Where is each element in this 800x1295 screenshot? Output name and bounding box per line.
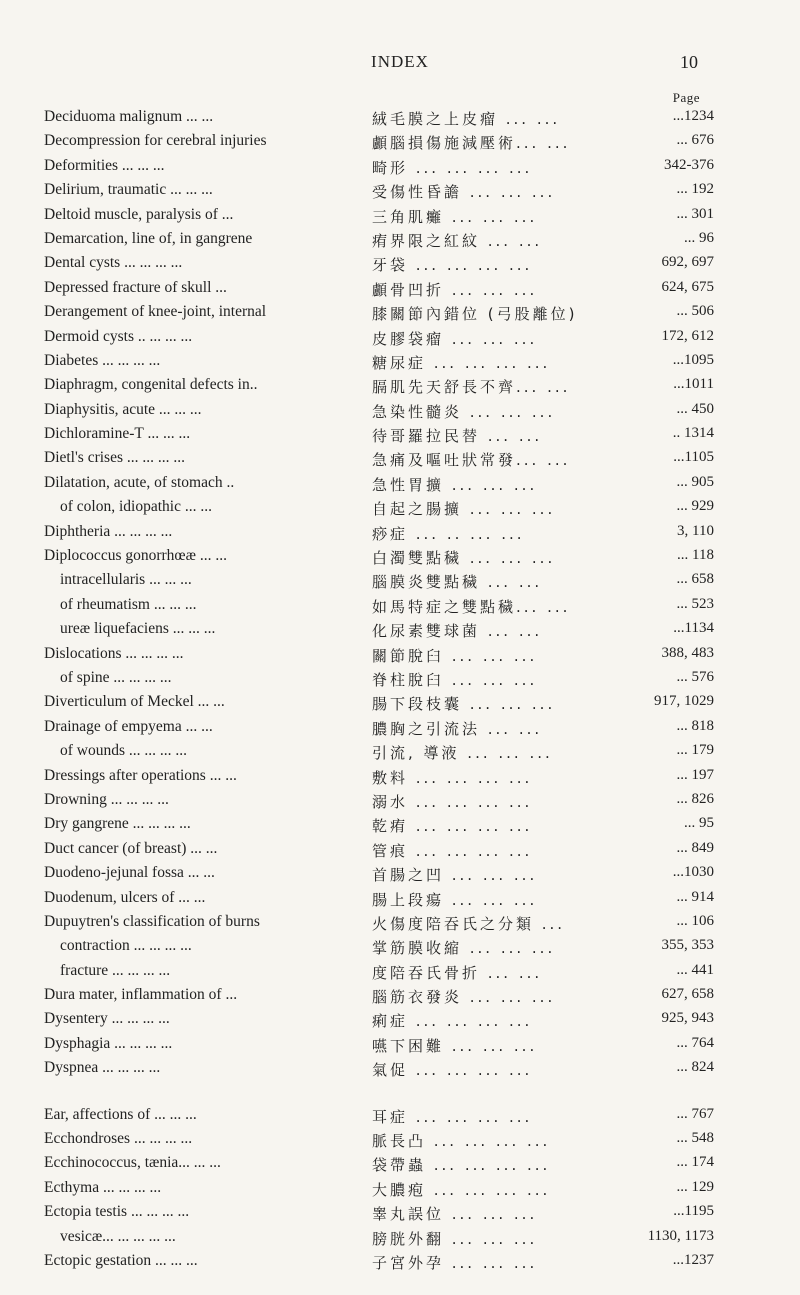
index-entry bbox=[0, 617, 800, 641]
entry-page-ref: ... 523 bbox=[676, 595, 714, 612]
entry-page-ref: 3, 110 bbox=[677, 522, 714, 539]
entry-english-term: Dupuytren's classification of burns bbox=[44, 912, 260, 930]
index-entries bbox=[0, 105, 800, 1273]
index-entry bbox=[0, 1056, 800, 1080]
index-entry bbox=[0, 666, 800, 690]
entry-chinese-term: 急痛及嘔吐狀常發... ... bbox=[372, 451, 571, 470]
entry-chinese-term: 自起之腸擴 ... ... ... bbox=[372, 500, 556, 519]
entry-english-term: Deformities ... ... ... bbox=[44, 156, 165, 174]
entry-english-term: Dry gangrene ... ... ... ... bbox=[44, 815, 191, 833]
entry-page-ref: ...1134 bbox=[673, 620, 714, 637]
entry-page-ref: ... 767 bbox=[676, 1105, 714, 1122]
entry-chinese-term: 睾丸誤位 ... ... ... bbox=[372, 1205, 538, 1224]
entry-chinese-term: 腸上段瘍 ... ... ... bbox=[372, 890, 538, 909]
entry-english-term: Dysentery ... ... ... ... bbox=[44, 1010, 170, 1028]
entry-chinese-term: 待哥羅拉民替 ... ... bbox=[372, 427, 543, 446]
index-entry bbox=[0, 910, 800, 934]
entry-english-term: of spine ... ... ... ... bbox=[60, 668, 172, 686]
entry-english-term: Dental cysts ... ... ... ... bbox=[44, 254, 183, 272]
entry-page-ref: 388, 483 bbox=[661, 644, 714, 661]
index-entry bbox=[0, 544, 800, 568]
index-entry bbox=[0, 422, 800, 446]
entry-english-term: contraction ... ... ... ... bbox=[60, 937, 192, 955]
entry-page-ref: ... 174 bbox=[676, 1154, 714, 1171]
index-entry bbox=[0, 105, 800, 129]
index-entry bbox=[0, 690, 800, 714]
entry-page-ref: ... 818 bbox=[676, 717, 714, 734]
entry-english-term: Derangement of knee-joint, internal bbox=[44, 303, 267, 321]
entry-page-ref: ... 450 bbox=[676, 400, 714, 417]
entry-english-term: Duodeno-jejunal fossa ... ... bbox=[44, 864, 215, 882]
entry-english-term: of wounds ... ... ... ... bbox=[60, 742, 188, 760]
entry-chinese-term: 皮膠袋瘤 ... ... ... bbox=[372, 329, 538, 348]
entry-english-term: Diaphragm, congenital defects in.. bbox=[44, 376, 258, 394]
entry-page-ref: 624, 675 bbox=[661, 278, 714, 295]
entry-english-term: Dressings after operations ... ... bbox=[44, 766, 237, 784]
index-entry bbox=[0, 1200, 800, 1224]
entry-page-ref: ... 95 bbox=[684, 815, 714, 832]
entry-chinese-term: 度陪吞氏骨折 ... ... bbox=[372, 963, 543, 982]
entry-english-term: Dyspnea ... ... ... ... bbox=[44, 1059, 161, 1077]
entry-english-term: Dysphagia ... ... ... ... bbox=[44, 1034, 173, 1052]
index-entry bbox=[0, 1007, 800, 1031]
index-entry bbox=[0, 886, 800, 910]
index-entry bbox=[0, 788, 800, 812]
entry-page-ref: 172, 612 bbox=[661, 327, 714, 344]
entry-chinese-term: 腦筋衣發炎 ... ... ... bbox=[372, 988, 556, 1007]
entry-page-ref: ... 849 bbox=[676, 839, 714, 856]
entry-chinese-term: 氣促 ... ... ... ... bbox=[372, 1061, 533, 1080]
entry-chinese-term: 膿胸之引流法 ... ... bbox=[372, 719, 543, 738]
entry-chinese-term: 腸下段枝囊 ... ... ... bbox=[372, 695, 556, 714]
entry-chinese-term: 三角肌癱 ... ... ... bbox=[372, 207, 538, 226]
entry-english-term: Duodenum, ulcers of ... ... bbox=[44, 888, 206, 906]
entry-chinese-term: 大膿疱 ... ... ... ... bbox=[372, 1180, 551, 1199]
entry-english-term: Ectopic gestation ... ... ... bbox=[44, 1251, 198, 1269]
entry-english-term: vesicæ... ... ... ... ... bbox=[60, 1227, 176, 1245]
entry-english-term: ureæ liquefaciens ... ... ... bbox=[60, 620, 216, 638]
index-entry bbox=[0, 1032, 800, 1056]
entry-chinese-term: 首腸之凹 ... ... ... bbox=[372, 866, 538, 885]
index-entry bbox=[0, 349, 800, 373]
entry-page-ref: ... 129 bbox=[676, 1178, 714, 1195]
entry-chinese-term: 脈長凸 ... ... ... ... bbox=[372, 1132, 551, 1151]
entry-page-ref: 1130, 1173 bbox=[647, 1227, 714, 1244]
index-entry bbox=[0, 495, 800, 519]
entry-chinese-term: 袋帶蟲 ... ... ... ... bbox=[372, 1156, 551, 1175]
entry-english-term: Dura mater, inflammation of ... bbox=[44, 986, 238, 1004]
entry-english-term: Demarcation, line of, in gangrene bbox=[44, 229, 253, 247]
entry-page-ref: ... 824 bbox=[676, 1059, 714, 1076]
index-entry bbox=[0, 276, 800, 300]
index-entry bbox=[0, 446, 800, 470]
entry-page-ref: ...1105 bbox=[673, 449, 714, 466]
index-entry bbox=[0, 520, 800, 544]
entry-english-term: Ectopia testis ... ... ... ... bbox=[44, 1203, 190, 1221]
entry-chinese-term: 膀胱外翻 ... ... ... bbox=[372, 1229, 538, 1248]
entry-chinese-term: 牙袋 ... ... ... ... bbox=[372, 256, 533, 275]
entry-chinese-term: 掌筋膜收縮 ... ... ... bbox=[372, 939, 556, 958]
index-entry bbox=[0, 568, 800, 592]
entry-chinese-term: 乾痏 ... ... ... ... bbox=[372, 817, 533, 836]
entry-page-ref: ... 676 bbox=[676, 132, 714, 149]
entry-english-term: Dislocations ... ... ... ... bbox=[44, 644, 184, 662]
entry-english-term: Decompression for cerebral injuries bbox=[44, 132, 267, 150]
entry-page-ref: ...1234 bbox=[672, 108, 714, 124]
entry-page-ref: .. 1314 bbox=[672, 425, 714, 442]
entry-page-ref: ... 441 bbox=[676, 961, 714, 978]
index-entry bbox=[0, 471, 800, 495]
index-entry bbox=[0, 934, 800, 958]
entry-english-term: of colon, idiopathic ... ... bbox=[60, 498, 212, 516]
entry-english-term: Dietl's crises ... ... ... ... bbox=[44, 449, 185, 467]
entry-chinese-term: 痢症 ... ... ... ... bbox=[372, 1012, 533, 1031]
index-entry bbox=[0, 1103, 800, 1127]
entry-chinese-term: 糖尿症 ... ... ... ... bbox=[372, 353, 551, 372]
entry-page-ref: ... 179 bbox=[676, 742, 714, 759]
index-entry bbox=[0, 983, 800, 1007]
index-entry bbox=[0, 764, 800, 788]
entry-page-ref: ... 301 bbox=[676, 205, 714, 222]
entry-page-ref: ... 658 bbox=[676, 571, 714, 588]
entry-page-ref: ...1095 bbox=[672, 351, 714, 368]
index-entry bbox=[0, 1176, 800, 1200]
entry-chinese-term: 子宮外孕 ... ... ... bbox=[372, 1253, 538, 1272]
entry-chinese-term: 脊柱脫臼 ... ... ... bbox=[372, 670, 538, 689]
entry-page-ref: 925, 943 bbox=[661, 1010, 714, 1027]
entry-chinese-term: 顱腦損傷施減壓術... ... bbox=[372, 134, 571, 153]
entry-chinese-term: 絨毛膜之上皮瘤 ... ... bbox=[372, 110, 561, 128]
index-entry bbox=[0, 154, 800, 178]
entry-page-ref: 692, 697 bbox=[661, 254, 714, 271]
index-entry bbox=[0, 715, 800, 739]
entry-chinese-term: 敷料 ... ... ... ... bbox=[372, 768, 533, 787]
index-entry bbox=[0, 837, 800, 861]
entry-english-term: Diphtheria ... ... ... ... bbox=[44, 522, 173, 540]
entry-english-term: Drowning ... ... ... ... bbox=[44, 790, 169, 808]
entry-chinese-term: 腦膜炎雙點穢 ... ... bbox=[372, 573, 543, 592]
entry-page-ref: ...1030 bbox=[672, 864, 714, 881]
index-entry bbox=[0, 812, 800, 836]
index-entry bbox=[0, 1225, 800, 1249]
entry-chinese-term: 引流, 導液 ... ... ... bbox=[372, 744, 553, 763]
index-entry bbox=[0, 398, 800, 422]
entry-chinese-term: 急性胃擴 ... ... ... bbox=[372, 475, 538, 494]
entry-page-ref: 342-376 bbox=[664, 156, 714, 173]
entry-chinese-term: 痏界限之紅紋 ... ... bbox=[372, 231, 543, 250]
entry-chinese-term: 膈肌先天舒長不齊... ... bbox=[372, 378, 571, 397]
entry-page-ref: ... 576 bbox=[676, 668, 714, 685]
index-entry bbox=[0, 129, 800, 153]
entry-english-term: Ecchondroses ... ... ... ... bbox=[44, 1130, 193, 1148]
entry-english-term: Ear, affections of ... ... ... bbox=[44, 1105, 197, 1123]
entry-english-term: Dichloramine-T ... ... ... bbox=[44, 425, 191, 443]
entry-page-ref: ... 96 bbox=[684, 229, 714, 246]
entry-chinese-term: 痧症 ... .. ... ... bbox=[372, 524, 525, 543]
entry-page-ref: 627, 658 bbox=[661, 986, 714, 1003]
entry-english-term: Diverticulum of Meckel ... ... bbox=[44, 693, 225, 711]
entry-page-ref: ... 506 bbox=[676, 303, 714, 320]
entry-chinese-term: 受傷性昏譫 ... ... ... bbox=[372, 183, 556, 202]
index-entry bbox=[0, 203, 800, 227]
index-entry bbox=[0, 1151, 800, 1175]
entry-chinese-term: 管痕 ... ... ... ... bbox=[372, 841, 533, 860]
entry-page-ref: ...1011 bbox=[673, 376, 714, 393]
page-header-title: INDEX bbox=[371, 52, 429, 71]
index-entry bbox=[0, 1249, 800, 1273]
entry-english-term: Diaphysitis, acute ... ... ... bbox=[44, 400, 202, 418]
index-entry bbox=[0, 227, 800, 251]
index-entry bbox=[0, 373, 800, 397]
entry-english-term: Delirium, traumatic ... ... ... bbox=[44, 181, 213, 199]
entry-chinese-term: 如馬特症之雙點穢... ... bbox=[372, 597, 571, 616]
entry-english-term: intracellularis ... ... ... bbox=[60, 571, 192, 589]
index-entry bbox=[0, 300, 800, 324]
index-entry bbox=[0, 959, 800, 983]
entry-page-ref: ... 192 bbox=[676, 181, 714, 198]
entry-page-ref: ... 826 bbox=[676, 790, 714, 807]
entry-chinese-term: 關節脫臼 ... ... ... bbox=[372, 646, 538, 665]
index-entry bbox=[0, 178, 800, 202]
entry-chinese-term: 白濁雙點穢 ... ... ... bbox=[372, 549, 556, 568]
entry-english-term: Dilatation, acute, of stomach .. bbox=[44, 473, 235, 491]
entry-english-term: Depressed fracture of skull ... bbox=[44, 278, 227, 296]
entry-chinese-term: 嚥下困難 ... ... ... bbox=[372, 1036, 538, 1055]
entry-chinese-term: 火傷度陪吞氏之分類 ... bbox=[372, 914, 566, 933]
entry-page-ref: ... 197 bbox=[676, 766, 714, 783]
entry-page-ref: ...1237 bbox=[672, 1251, 714, 1268]
entry-page-ref: ... 929 bbox=[676, 498, 714, 515]
page-number: 10 bbox=[680, 52, 698, 72]
entry-english-term: Ecthyma ... ... ... ... bbox=[44, 1178, 162, 1196]
entry-english-term: of rheumatism ... ... ... bbox=[60, 595, 197, 613]
entry-page-ref: ... 548 bbox=[676, 1130, 714, 1147]
entry-chinese-term: 膝關節內錯位 (弓股離位) bbox=[372, 305, 578, 324]
entry-page-ref: ... 106 bbox=[676, 912, 714, 929]
entry-page-ref: ...1195 bbox=[673, 1203, 714, 1220]
entry-chinese-term: 耳症 ... ... ... ... bbox=[372, 1107, 533, 1126]
entry-english-term: Diplococcus gonorrhœæ ... ... bbox=[44, 547, 227, 565]
entry-english-term: Diabetes ... ... ... ... bbox=[44, 351, 161, 369]
entry-english-term: Deltoid muscle, paralysis of ... bbox=[44, 205, 234, 223]
entry-page-ref: ... 118 bbox=[677, 547, 714, 564]
entry-page-ref: ... 905 bbox=[676, 473, 714, 490]
index-entry bbox=[0, 593, 800, 617]
entry-page-ref: 355, 353 bbox=[661, 937, 714, 954]
index-entry bbox=[0, 1127, 800, 1151]
entry-chinese-term: 顱骨凹折 ... ... ... bbox=[372, 280, 538, 299]
index-entry bbox=[0, 642, 800, 666]
index-entry bbox=[0, 861, 800, 885]
entry-english-term: Duct cancer (of breast) ... ... bbox=[44, 839, 218, 857]
entry-page-ref: ... 914 bbox=[676, 888, 714, 905]
entry-chinese-term: 畸形 ... ... ... ... bbox=[372, 158, 533, 177]
entry-english-term: Ecchinococcus, tænia... ... ... bbox=[44, 1154, 221, 1172]
entry-english-term: Deciduoma malignum ... ... bbox=[44, 108, 214, 125]
entry-chinese-term: 溺水 ... ... ... ... bbox=[372, 792, 533, 811]
entry-page-ref: ... 764 bbox=[676, 1034, 714, 1051]
entry-english-term: fracture ... ... ... ... bbox=[60, 961, 171, 979]
entry-chinese-term: 化尿素雙球菌 ... ... bbox=[372, 622, 543, 641]
page-column-label: Page bbox=[672, 90, 700, 105]
index-entry bbox=[0, 251, 800, 275]
entry-chinese-term: 急染性髓炎 ... ... ... bbox=[372, 402, 556, 421]
entry-page-ref: 917, 1029 bbox=[654, 693, 714, 710]
entry-english-term: Drainage of empyema ... ... bbox=[44, 717, 213, 735]
entry-english-term: Dermoid cysts .. ... ... ... bbox=[44, 327, 193, 345]
index-entry bbox=[0, 325, 800, 349]
index-entry bbox=[0, 739, 800, 763]
